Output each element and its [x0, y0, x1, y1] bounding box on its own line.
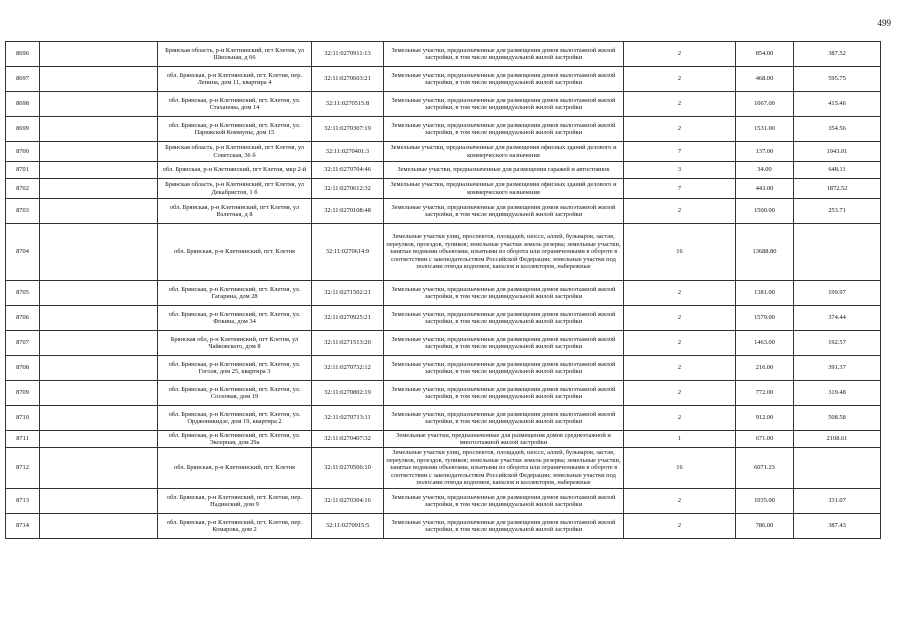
- empty-cell: [40, 306, 158, 331]
- address-cell: обл. Брянская, р-н Клетнянский, пгт. Клетня, пер. Комарова, дом 2: [158, 514, 312, 539]
- area-cell: 1035.00: [736, 489, 794, 514]
- use-group-cell: 2: [624, 331, 736, 356]
- table-row: [6, 431, 881, 448]
- unit-value-cell: [794, 224, 881, 281]
- area-cell: 912.00: [736, 406, 794, 431]
- table-row: [6, 179, 881, 199]
- land-use-cell: Земельные участки, предназначенные для размещения домов малоэтажной жилой застройки, в том числе индивидуальной жилой застройки: [384, 67, 624, 92]
- address-cell: обл. Брянская, р-н Клетнянский, пгт Клетня, ул Взлетная, д 8: [158, 199, 312, 224]
- use-group-cell: 2: [624, 117, 736, 142]
- empty-cell: [40, 142, 158, 162]
- cadastral-number-cell: 32:11:0270925:21: [312, 306, 384, 331]
- table-row: [6, 281, 881, 306]
- unit-value-cell: 253.71: [794, 199, 881, 224]
- land-use-cell: Земельные участки улиц, проспектов, площадей, шоссе, аллей, бульваров, застав, переулков, проездов, тупиков; земельные участки земель резерва; земельные участки, занятые водными объектами, изъятыми из оборота или ограниченными в обороте в соответствии с законодательством Российской Федерации; земельные участки под полосами отвода водоемов, каналов и коллекторов, набережные: [384, 224, 624, 281]
- use-group-cell: 3: [624, 162, 736, 179]
- address-cell: обл. Брянская, р-н Клетнянский, пгт. Клетня, ул. Фокина, дом 34: [158, 306, 312, 331]
- unit-value-cell: 1872.52: [794, 179, 881, 199]
- area-cell: 34.00: [736, 162, 794, 179]
- address-cell: обл. Брянская, р-н Клетнянский, пгт. Клетня, пер. Ленина, дом 11, квартира 4: [158, 67, 312, 92]
- use-group-cell: 2: [624, 92, 736, 117]
- address-cell: обл. Брянская, р-н Клетнянский, пгт. Клетня, ул. Стаханова, дом 14: [158, 92, 312, 117]
- table-row: [6, 199, 881, 224]
- empty-cell: [40, 431, 158, 448]
- unit-value-cell: 199.97: [794, 281, 881, 306]
- unit-value-cell: 331.07: [794, 489, 881, 514]
- address-cell: Брянская область, р-н Клетнянский, пгт Клетня, ул Декабристов, 1 б: [158, 179, 312, 199]
- address-cell: Брянская область, р-н Клетнянский, пгт Клетня, ул Советская, 36 б: [158, 142, 312, 162]
- use-group-cell: 2: [624, 381, 736, 406]
- empty-cell: [40, 199, 158, 224]
- unit-value-cell: 354.56: [794, 117, 881, 142]
- row-number: 8712: [6, 448, 40, 489]
- area-cell: 1500.00: [736, 199, 794, 224]
- use-group-cell: 2: [624, 199, 736, 224]
- empty-cell: [40, 42, 158, 67]
- area-cell: 786.00: [736, 514, 794, 539]
- land-use-cell: Земельные участки, предназначенные для размещения домов малоэтажной жилой застройки, в том числе индивидуальной жилой застройки: [384, 331, 624, 356]
- row-number: 8699: [6, 117, 40, 142]
- area-cell: 1579.00: [736, 306, 794, 331]
- empty-cell: [40, 162, 158, 179]
- unit-value-cell: 387.52: [794, 42, 881, 67]
- empty-cell: [40, 514, 158, 539]
- use-group-cell: 2: [624, 489, 736, 514]
- cadastral-number-cell: 32:11:0270401:3: [312, 142, 384, 162]
- cadastral-number-cell: 32:11:0270304:16: [312, 489, 384, 514]
- use-group-cell: 16: [624, 448, 736, 489]
- address-cell: обл. Брянская, р-н Клетнянский, пгт. Клетня, ул. Парижской Коммуны, дом 15: [158, 117, 312, 142]
- unit-value-cell: 2108.61: [794, 431, 881, 448]
- area-cell: 13688.80: [736, 224, 794, 281]
- table-row: [6, 331, 881, 356]
- unit-value-cell: 387.43: [794, 514, 881, 539]
- unit-value-cell: 319.48: [794, 381, 881, 406]
- use-group-cell: 2: [624, 67, 736, 92]
- unit-value-cell: 415.46: [794, 92, 881, 117]
- cadastral-number-cell: 32:11:0270407:32: [312, 431, 384, 448]
- row-number: 8701: [6, 162, 40, 179]
- table-row: [6, 92, 881, 117]
- cadastral-number-cell: 32:11:0270732:12: [312, 356, 384, 381]
- cadastral-number-cell: 32:11:0270704:46: [312, 162, 384, 179]
- cadastral-number-cell: 32:11:0270515:8: [312, 92, 384, 117]
- address-cell: обл. Брянская, р-н Клетнянский, пгт. Клетня: [158, 224, 312, 281]
- unit-value-cell: 508.58: [794, 406, 881, 431]
- cadastral-number-cell: 32:11:0271513:20: [312, 331, 384, 356]
- land-use-cell: Земельные участки, предназначенные для размещения домов малоэтажной жилой застройки, в том числе индивидуальной жилой застройки: [384, 117, 624, 142]
- row-number: 8708: [6, 356, 40, 381]
- row-number: 8704: [6, 224, 40, 281]
- empty-cell: [40, 92, 158, 117]
- address-cell: обл. Брянская, р-н Клетнянский, пгт. Клетня, ул. Экоерная, дом 29а: [158, 431, 312, 448]
- land-use-cell: Земельные участки, предназначенные для размещения домов малоэтажной жилой застройки, в том числе индивидуальной жилой застройки: [384, 514, 624, 539]
- row-number: 8697: [6, 67, 40, 92]
- table-row: [6, 406, 881, 431]
- cadastral-number-cell: 32:11:0270802:19: [312, 381, 384, 406]
- row-number: 8698: [6, 92, 40, 117]
- unit-value-cell: 391.37: [794, 356, 881, 381]
- address-cell: Брянская обл, р-н Клетнянский, пгт Клетня, ул Чайковского, дом 8: [158, 331, 312, 356]
- use-group-cell: 2: [624, 514, 736, 539]
- land-use-cell: Земельные участки, предназначенные для размещения домов малоэтажной жилой застройки, в том числе индивидуальной жилой застройки: [384, 306, 624, 331]
- land-use-cell: Земельные участки, предназначенные для размещения домов малоэтажной жилой застройки, в том числе индивидуальной жилой застройки: [384, 281, 624, 306]
- land-use-cell: Земельные участки, предназначенные для размещения домов малоэтажной жилой застройки, в том числе индивидуальной жилой застройки: [384, 42, 624, 67]
- table-body: [6, 42, 881, 539]
- area-cell: 443.00: [736, 179, 794, 199]
- table-row: [6, 67, 881, 92]
- empty-cell: [40, 406, 158, 431]
- page-number: 499: [877, 18, 891, 28]
- row-number: 8696: [6, 42, 40, 67]
- table-row: [6, 42, 881, 67]
- empty-cell: [40, 356, 158, 381]
- land-use-cell: Земельные участки, предназначенные для размещения офисных зданий делового и коммерческого назначения: [384, 179, 624, 199]
- row-number: 8702: [6, 179, 40, 199]
- address-cell: Брянская область, р-н Клетнянский, пгт Клетня, ул Школьная, д 66: [158, 42, 312, 67]
- row-number: 8710: [6, 406, 40, 431]
- table-row: [6, 356, 881, 381]
- area-cell: 772.00: [736, 381, 794, 406]
- table-row: [6, 142, 881, 162]
- row-number: 8703: [6, 199, 40, 224]
- empty-cell: [40, 381, 158, 406]
- land-use-cell: Земельные участки улиц, проспектов, площадей, шоссе, аллей, бульваров, застав, переулков, проездов, тупиков; земельные участки земель резерва; земельные участки, занятые водными объектами, изъятыми из оборота или ограниченными в обороте в соответствии с законодательством Российской Федерации; земельные участки под полосами отвода водоемов, каналов и коллекторов, набережные: [384, 448, 624, 489]
- address-cell: обл. Брянская, р-н Клетнянский, пгт. Клетня, ул. Орджоникидзе, дом 19, квартира 2: [158, 406, 312, 431]
- table-row: [6, 381, 881, 406]
- cadastral-number-cell: 32:11:0270614:9: [312, 224, 384, 281]
- area-cell: 137.00: [736, 142, 794, 162]
- empty-cell: [40, 448, 158, 489]
- table-row: [6, 514, 881, 539]
- area-cell: 468.00: [736, 67, 794, 92]
- area-cell: 1531.00: [736, 117, 794, 142]
- land-use-cell: Земельные участки, предназначенные для размещения домов малоэтажной жилой застройки, в том числе индивидуальной жилой застройки: [384, 381, 624, 406]
- table-row: [6, 489, 881, 514]
- empty-cell: [40, 117, 158, 142]
- cadastral-number-cell: 32:11:0270307:19: [312, 117, 384, 142]
- empty-cell: [40, 331, 158, 356]
- cadastral-number-cell: 32:11:0271502:21: [312, 281, 384, 306]
- use-group-cell: 2: [624, 356, 736, 381]
- row-number: 8707: [6, 331, 40, 356]
- row-number: 8711: [6, 431, 40, 448]
- area-cell: 854.00: [736, 42, 794, 67]
- row-number: 8714: [6, 514, 40, 539]
- cadastral-number-cell: 32:11:0270506:10: [312, 448, 384, 489]
- unit-value-cell: 648.11: [794, 162, 881, 179]
- row-number: 8705: [6, 281, 40, 306]
- area-cell: 671.00: [736, 431, 794, 448]
- unit-value-cell: [794, 448, 881, 489]
- address-cell: обл. Брянская, р-н Клетнянский, пгт Клетня, мкр 2-й: [158, 162, 312, 179]
- unit-value-cell: 1943.01: [794, 142, 881, 162]
- address-cell: обл. Брянская, р-н Клетнянский, пгт. Клетня: [158, 448, 312, 489]
- use-group-cell: 7: [624, 142, 736, 162]
- address-cell: обл. Брянская, р-н Клетнянский, пгт. Клетня, ул. Сосновая, дом 19: [158, 381, 312, 406]
- use-group-cell: 2: [624, 281, 736, 306]
- land-use-cell: Земельные участки, предназначенные для размещения гаражей и автостоянок: [384, 162, 624, 179]
- table-row: [6, 306, 881, 331]
- table-row: [6, 117, 881, 142]
- unit-value-cell: 374.44: [794, 306, 881, 331]
- row-number: 8709: [6, 381, 40, 406]
- area-cell: 1381.00: [736, 281, 794, 306]
- cadastral-number-cell: 32:11:0270603:21: [312, 67, 384, 92]
- row-number: 8713: [6, 489, 40, 514]
- area-cell: 216.00: [736, 356, 794, 381]
- empty-cell: [40, 489, 158, 514]
- table-row: [6, 448, 881, 489]
- area-cell: 6071.23: [736, 448, 794, 489]
- cadastral-number-cell: 32:11:0270612:32: [312, 179, 384, 199]
- use-group-cell: 16: [624, 224, 736, 281]
- land-use-cell: Земельные участки, предназначенные для размещения домов среднеэтажной и многоэтажной жилой застройки: [384, 431, 624, 448]
- cadastral-number-cell: 32:11:0270915:5: [312, 514, 384, 539]
- empty-cell: [40, 179, 158, 199]
- table-row: [6, 162, 881, 179]
- use-group-cell: 2: [624, 42, 736, 67]
- land-use-cell: Земельные участки, предназначенные для размещения домов малоэтажной жилой застройки, в том числе индивидуальной жилой застройки: [384, 406, 624, 431]
- cadastral-number-cell: 32:11:0270713:11: [312, 406, 384, 431]
- address-cell: обл. Брянская, р-н Клетнянский, пгт. Клетня, пер. Надинский, дом 9: [158, 489, 312, 514]
- use-group-cell: 2: [624, 406, 736, 431]
- cadastral-number-cell: 32:11:0270911:13: [312, 42, 384, 67]
- empty-cell: [40, 224, 158, 281]
- cadastral-number-cell: 32:11:0270108:48: [312, 199, 384, 224]
- land-use-cell: Земельные участки, предназначенные для размещения домов малоэтажной жилой застройки, в том числе индивидуальной жилой застройки: [384, 199, 624, 224]
- land-use-cell: Земельные участки, предназначенные для размещения домов малоэтажной жилой застройки, в том числе индивидуальной жилой застройки: [384, 356, 624, 381]
- unit-value-cell: 192.57: [794, 331, 881, 356]
- use-group-cell: 1: [624, 431, 736, 448]
- use-group-cell: 2: [624, 306, 736, 331]
- land-use-cell: Земельные участки, предназначенные для размещения домов малоэтажной жилой застройки, в том числе индивидуальной жилой застройки: [384, 92, 624, 117]
- address-cell: обл. Брянская, р-н Клетнянский, пгт. Клетня, ул. Гагарина, дом 28: [158, 281, 312, 306]
- address-cell: обл. Брянская, р-н Клетнянский, пгт. Клетня, ул. Гоголя, дом 25, квартира 3: [158, 356, 312, 381]
- land-use-cell: Земельные участки, предназначенные для размещения офисных зданий делового и коммерческого назначения: [384, 142, 624, 162]
- row-number: 8706: [6, 306, 40, 331]
- use-group-cell: 7: [624, 179, 736, 199]
- area-cell: 1067.00: [736, 92, 794, 117]
- table-row: [6, 224, 881, 281]
- area-cell: 1463.00: [736, 331, 794, 356]
- land-use-cell: Земельные участки, предназначенные для размещения домов малоэтажной жилой застройки, в том числе индивидуальной жилой застройки: [384, 489, 624, 514]
- unit-value-cell: 595.75: [794, 67, 881, 92]
- row-number: 8700: [6, 142, 40, 162]
- empty-cell: [40, 67, 158, 92]
- empty-cell: [40, 281, 158, 306]
- cadastral-value-table: [5, 41, 881, 539]
